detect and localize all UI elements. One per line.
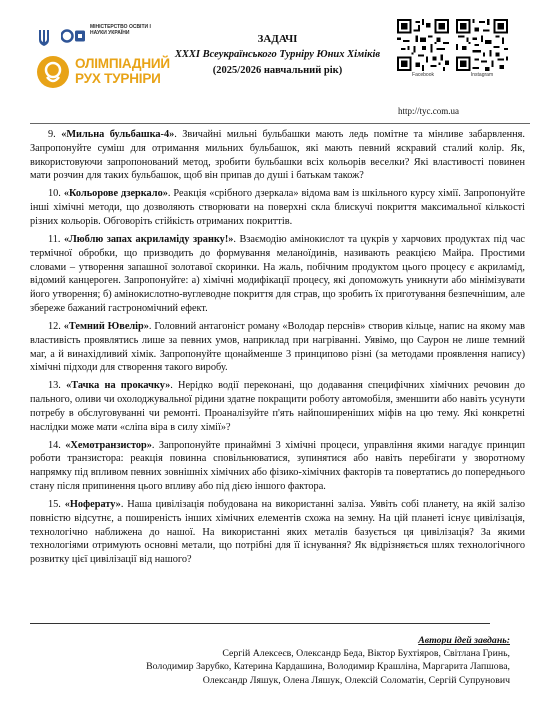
task-item <box>30 128 525 183</box>
authors-divider <box>30 623 490 624</box>
task-item <box>30 379 525 434</box>
task-text: . Запропонуйте принаймні 3 хімічні процеси, управління якими нагадує принцип роботи транзистора: реакція повинна сповільнюватися, зупинятися або навіть перебігати у зворотному напрямку під впливом певних зовнішніх хімічних або фізико-хімічних факторів та повертатись до попереднього стану після припинення цього впливу або під дією іншого фактора. <box>30 439 525 493</box>
task-text: . Звичайні мильні бульбашки мають ледь помітне та мінливе забарвлення. Запропонуйте суміш для отримання мильних бульбашок, які мають певний яскравий сталий колір. Як, використовуючи запропонований метод, зробити бульбашки всіх кольорів веселки? Які властивості повинен мати розчин для таких бульбашок, щоб він припав до душі і батькам також? <box>30 129 525 182</box>
task-title: «Нoферату» <box>64 499 121 511</box>
task-title: «Тачка на прокачку» <box>66 380 171 392</box>
task-text: . Наша цивілізація побудована на використанні заліза. Уявіть собі планету, на якій залізо повністю відсутнє, а поширеність інших хімічних елементів схожа на земну. На цій планеті існує цивілізація, технологічно наближена до нашої. На використанні яких металів базується ця цивілізація? За якими технологіями отримують основні метали, що потрібні для її існування? Як відрізняється шлях технологічного розвитку цієї цивілізації від нашого? <box>30 499 525 566</box>
task-title: «Кольорове дзеркало» <box>63 188 168 200</box>
page-title: ЗАДАЧІ <box>257 33 298 45</box>
ministry-name: МІНІСТЕРСТВО ОСВІТИ І НАУКИ УКРАЇНИ <box>90 24 151 36</box>
website-link[interactable]: http://tyc.com.ua <box>398 106 459 116</box>
facebook-qr-code-icon[interactable] <box>397 19 449 71</box>
header-divider <box>30 123 530 124</box>
task-title: «Мильна бульбашка-4» <box>61 129 175 140</box>
task-title: «Хемотранзистор» <box>65 439 152 451</box>
task-number: 12. <box>48 320 61 332</box>
document-heading <box>150 31 405 79</box>
task-number: 9. <box>48 129 56 140</box>
task-list <box>30 128 525 571</box>
authors-block <box>40 634 510 687</box>
task-text: . Головний антагоніст роману «Володар перснів» створив кільце, напис на якому мав властивість проявлятись лише за певних умов, наприклад при нагріванні. Уявімо, що Саурон не лише темний маг, а й винахідливий хімік. Запропонуйте щонайменше 3 принципово різні (за методами проявлення напису) хімічні підходи для створення такого виробу. <box>30 320 525 374</box>
task-number: 11. <box>48 233 61 245</box>
task-number: 14. <box>48 439 61 451</box>
authors-heading: Автори ідей завдань: <box>418 635 510 646</box>
olympiad-line-1: ОЛІМПІАДНИЙ <box>75 56 170 71</box>
task-number: 15. <box>48 499 61 511</box>
instagram-qr-code-icon[interactable] <box>456 19 508 71</box>
task-title: «Темний Ювелір» <box>63 320 149 332</box>
ministry-logo-icon <box>61 26 86 46</box>
academic-year: (2025/2026 навчальний рік) <box>212 65 343 76</box>
tournament-name: XXXI Всеукраїнського Турніру Юних Хіміків <box>174 49 381 60</box>
authors-line: Сергій Алексеєв, Олександр Беда, Віктор Бухтіяров, Світлана Гринь, <box>222 648 510 660</box>
task-item <box>30 439 525 494</box>
task-text: . Нерідко водії переконані, що додавання специфічних хімічних речовин до пального, оливи чи охолоджувальної рідини здатне покращити роботу автомобіля, зменшити або навіть усунути потребу в обслуговуванні чи ремонті. Проаналізуйте п'ять найпоширеніших міфів на цю тему. Які конкретні наслідки може мати «сліпа віра в силу хімії»? <box>30 380 525 433</box>
olympiad-logo-icon <box>36 55 70 89</box>
task-item <box>30 498 525 567</box>
task-number: 10. <box>48 188 61 200</box>
instagram-qr-label: Instagram <box>470 72 494 78</box>
task-item <box>30 233 525 316</box>
page-header <box>0 0 547 123</box>
task-item <box>30 320 525 375</box>
task-text: . Взаємодію амінокислот та цукрів у харчових продуктах під час термічної обробки, що призводить до формування меланоїдинів, називають реакцією Майра. Простими словами – утворення запашної золотавої скоринки. На жаль, побічним продуктом цього процесу є акриламід, відомий канцероген. Запропонуйте: а) хімічні модифікації процесу, які допоможуть уникнути або мінімізувати його утворення; б) амінокислотно-вуглеводне покриття для страв, що зробить їх приготування безпечнішим, але збереже бажаний гастрономічний ефект. <box>30 233 526 314</box>
olympiad-line-2: РУХ ТУРНІРИ <box>75 71 161 86</box>
task-text: . Реакція «срібного дзеркала» відома вам із шкільного курсу хімії. Запропонуйте інші хімічні методи, що дозволяють створювати на поверхні скла блискучі покриття максимальної кількості різних кольорів. Обговоріть стійкість отриманих покриттів. <box>30 188 526 227</box>
trident-icon <box>38 28 50 48</box>
task-title: «Люблю запах акриламіду зранку!» <box>63 233 234 245</box>
task-number: 13. <box>48 380 61 392</box>
facebook-qr-label: Facebook <box>412 72 434 78</box>
authors-line: Володимир Зарубко, Катерина Кардашина, Володимир Крашліна, Маргарита Лапшова, <box>146 661 510 673</box>
authors-line: Олександр Ляшук, Олена Ляшук, Олексій Соломатін, Сергій Супрунович <box>202 674 510 686</box>
task-item <box>30 187 525 228</box>
